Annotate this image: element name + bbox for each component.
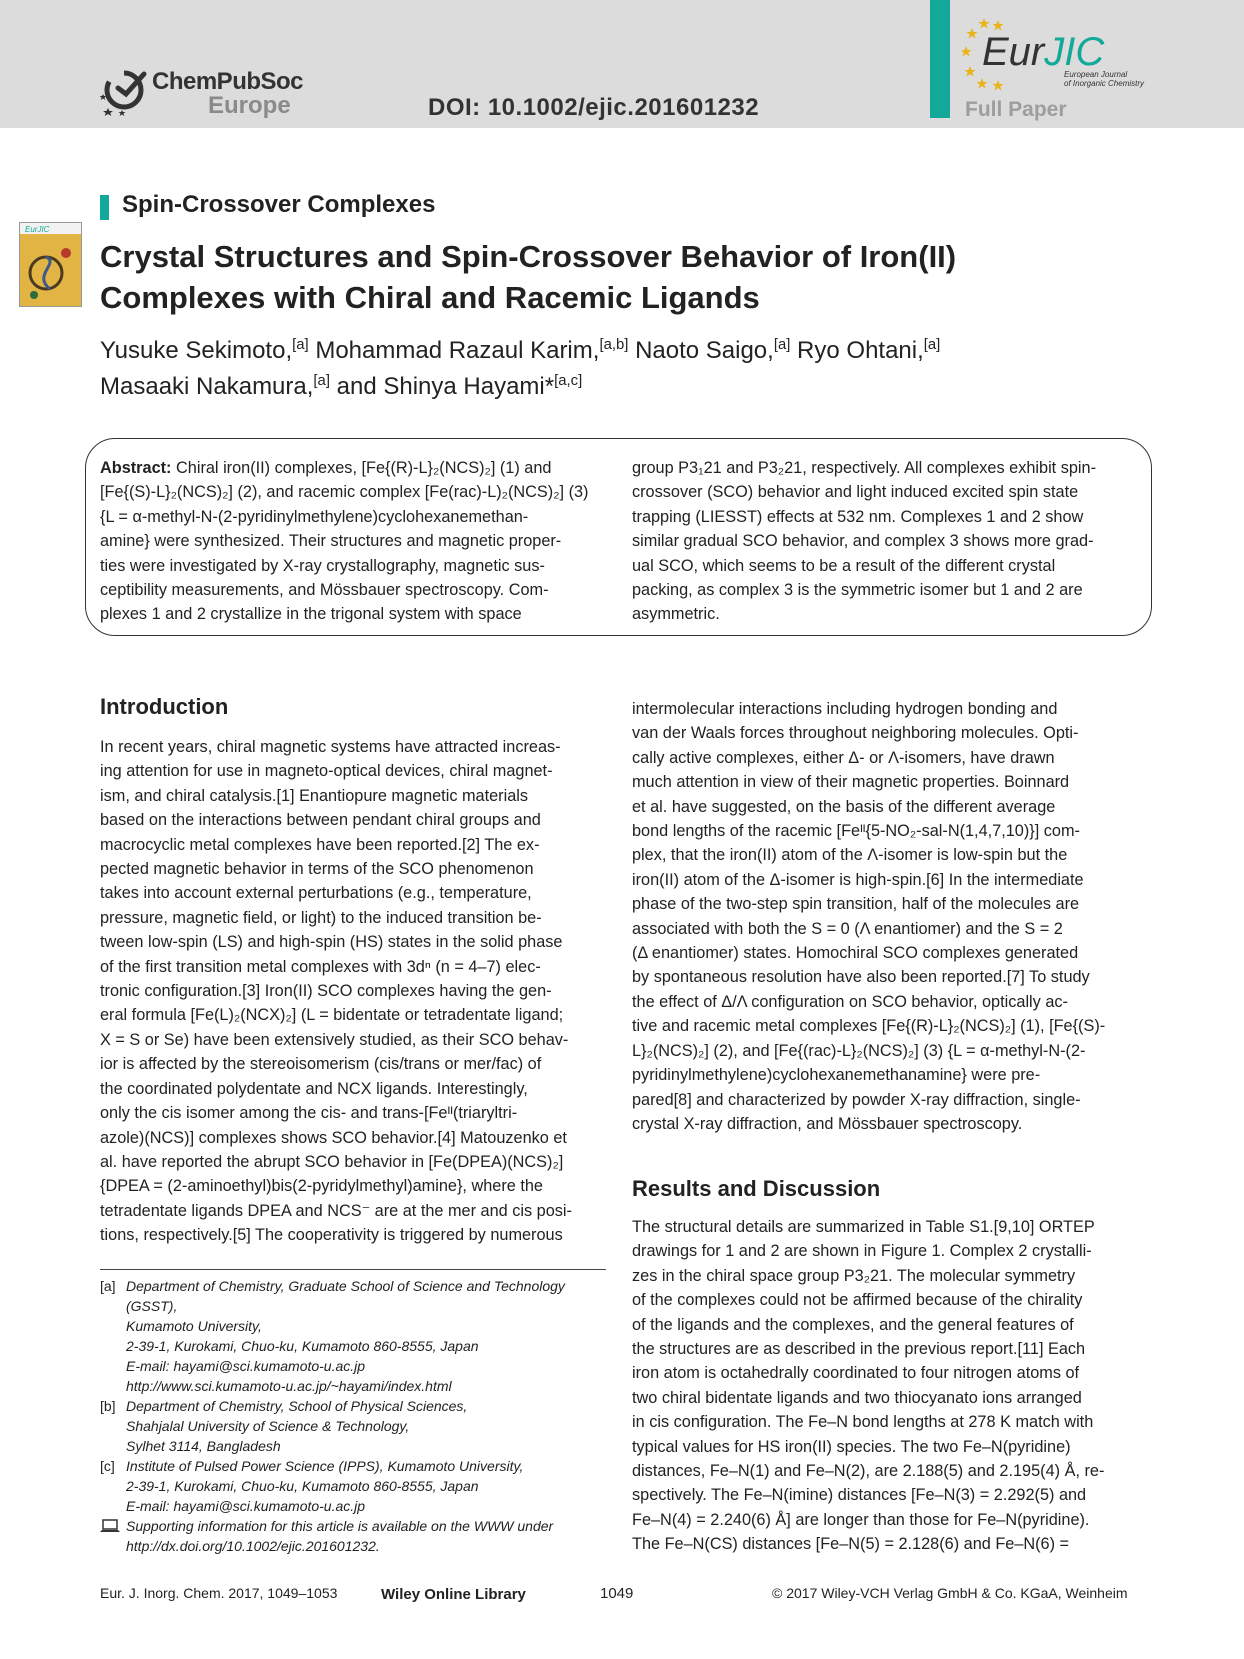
journal-logo-subtitle [1064,70,1144,88]
affiliation-footnotes [100,1276,606,1556]
journal-cover-thumbnail[interactable] [19,222,82,307]
body-line: spectively. The Fe–N(imine) distances [Fe–N(3) = 2.292(5) and [632,1486,1087,1505]
body-line: only the cis isomer among the cis- and trans-[Feᴵᴵ(triaryltri- [100,1104,518,1123]
body-line: the effect of Δ/Λ configuration on SCO behavior, optically ac- [632,992,1068,1011]
body-line: eral formula [Fe(L)₂(NCX)₂] (L = bidentate or tetradentate ligand; [100,1006,564,1025]
body-line: tween low-spin (LS) and high-spin (HS) states in the solid phase [100,933,563,952]
results-heading-block [632,1176,1137,1202]
article-title: Crystal Structures and Spin-Crossover Behavior of Iron(II) Complexes with Chiral and Racemic Ligands [100,239,957,315]
body-line: drawings for 1 and 2 are shown in Figure 1. Complex 2 crystalli- [632,1242,1092,1261]
body-line: distances, Fe–N(1) and Fe–N(2), are 2.188(5) and 2.195(4) Å, re- [632,1462,1105,1481]
footnote-url[interactable]: http://www.sci.kumamoto-u.ac.jp/~hayami/index.html [126,1378,452,1394]
abstract-left-column [100,456,605,627]
footnote-line: 2-39-1, Kurokami, Chuo-ku, Kumamoto 860-8555, Japan [126,1338,479,1354]
abstract-line: asymmetric. [632,605,720,624]
body-line: al. have reported the abrupt SCO behavior in [Fe(DPEA)(NCS)₂] [100,1152,564,1171]
results-heading: Results and Discussion [632,1176,881,1201]
footnote-a [100,1276,606,1396]
abstract-line: ties were investigated by X-ray crystallography, magnetic sus- [100,556,545,575]
body-line: crystal X-ray diffraction, and Mössbauer spectroscopy. [632,1114,1023,1133]
body-line: azole)(NCS)] complexes shows SCO behavior.[4] Matouzenko et [100,1128,567,1147]
body-line: {DPEA = (2-aminoethyl)bis(2-pyridylmethyl)amine}, where the [100,1177,543,1196]
body-line: macrocyclic metal complexes have been reported.[2] The ex- [100,835,540,854]
body-line: the structures are as described in the previous report.[11] Each [632,1340,1086,1359]
body-line: pressure, magnetic field, or light) to the induced transition be- [100,908,542,927]
footer-copyright: © 2017 Wiley-VCH Verlag GmbH & Co. KGaA, Weinheim [772,1585,1128,1601]
body-line: ism, and chiral catalysis.[1] Enantiopure magnetic materials [100,786,529,805]
body-line: plex, that the iron(II) atom of the Λ-isomer is low-spin but the [632,846,1068,865]
abstract-line: group P3₁21 and P3₂21, respectively. All complexes exhibit spin- [632,459,1097,477]
publisher-region: Europe [208,92,291,119]
page-number: 1049 [600,1585,634,1602]
body-line: much attention in view of their magnetic properties. Boinnard [632,773,1070,792]
author [797,337,940,364]
footnote-email[interactable]: E-mail: hayami@sci.kumamoto-u.ac.jp [126,1358,366,1374]
footnote-line: Department of Chemistry, Graduate School of Science and Technology [126,1278,565,1294]
abstract-line: amine} were synthesized. Their structures and magnetic proper- [100,532,562,551]
body-line: tetradentate ligands DPEA and NCS⁻ are at the mer and cis posi- [100,1201,572,1220]
body-line: tronic configuration.[3] Iron(II) SCO complexes having the gen- [100,982,552,1001]
article-type: Full Paper [965,98,1067,121]
abstract-line: similar gradual SCO behavior, and complex 3 shows more grad- [632,532,1094,551]
footnote-url[interactable]: http://dx.doi.org/10.1002/ejic.201601232. [126,1538,380,1554]
author [100,337,309,364]
author-affiliation: [a,c] [554,373,583,389]
abstract-line: ual SCO, which seems to be a result of the different crystal [632,556,1056,575]
body-line: zes in the chiral space group P3₂21. The molecular symmetry [632,1266,1076,1285]
body-line: In recent years, chiral magnetic systems have attracted increas- [100,738,561,756]
intro-right-column [632,697,1137,1136]
footnote-line: Department of Chemistry, School of Physical Sciences, [126,1398,468,1414]
body-line: van der Waals forces throughout neighboring molecules. Opti- [632,724,1079,743]
body-line: ing attention for use in magneto-optical devices, chiral magnet- [100,762,553,781]
abstract-line: packing, as complex 3 is the symmetric isomer but 1 and 2 are [632,581,1083,600]
footer-library[interactable]: Wiley Online Library [381,1586,526,1603]
author-name: Ryo Ohtani, [797,337,924,364]
abstract-right-column [632,456,1137,627]
intro-heading-block [100,694,605,720]
author [100,373,330,400]
footnote-supporting-info [100,1516,606,1556]
body-line: tions, respectively.[5] The cooperativity is triggered by numerous [100,1226,563,1245]
abstract-line: ceptibility measurements, and Mössbauer spectroscopy. Com- [100,581,549,600]
abstract-line: {L = α-methyl-N-(2-pyridinylmethylene)cyclohexanemethan- [100,507,529,526]
body-line: iron atom is octahedrally coordinated to four nitrogen atoms of [632,1364,1080,1383]
body-line: cally active complexes, either Δ- or Λ-isomers, have drawn [632,748,1055,767]
body-line: The Fe–N(CS) distances [Fe–N(5) = 2.128(6) and Fe–N(6) = [632,1535,1070,1554]
publisher-name: ChemPubSoc [152,68,304,95]
body-line: pyridinylmethylene)cyclohexanemethanamine} were pre- [632,1066,1041,1085]
laptop-icon [100,1519,120,1534]
footnote-line: Kumamoto University, [126,1318,262,1334]
body-line: (Δ enantiomer) states. Homochiral SCO complexes generated [632,944,1079,963]
body-line: based on the interactions between pendant chiral groups and [100,811,541,830]
abstract-line: crossover (SCO) behavior and light induced excited spin state [632,483,1079,502]
body-line: X = S or Se) have been extensively studied, as their SCO behav- [100,1030,569,1049]
body-line: L}₂(NCS)₂] (2), and [Fe{(rac)-L}₂(NCS)₂] (3) {L = α-methyl-N-(2- [632,1041,1086,1060]
footnote-line: Supporting information for this article is available on the WWW under [126,1518,554,1534]
footer-citation: Eur. J. Inorg. Chem. 2017, 1049–1053 [100,1585,338,1601]
author-name: Naoto Saigo, [635,337,774,364]
body-line: phase of the two-step spin transition, half of the molecules are [632,895,1080,914]
logo-jic: JIC [1044,30,1105,74]
eurjic-logo [962,12,1162,98]
author [635,337,790,364]
intro-left-column [100,735,605,1248]
footnote-line: (GSST), [126,1298,178,1314]
author-affiliation: [a] [923,337,941,353]
footnote-key: [a] [100,1278,116,1294]
body-line: the coordinated polydentate and NCX ligands. Interestingly, [100,1079,528,1098]
svg-text:EurJIC: EurJIC [25,225,50,234]
logo-sub-2: of Inorganic Chemistry [1064,79,1145,88]
footnote-c [100,1456,606,1516]
body-line: of the first transition metal complexes with 3dⁿ (n = 4–7) elec- [100,957,541,976]
author-name: and Shinya Hayami* [336,373,555,400]
author-list [100,330,1080,402]
logo-sub-1: European Journal [1064,70,1128,79]
abstract-line: [Fe{(S)-L}₂(NCS)₂] (2), and racemic complex [Fe(rac)-L)₂(NCS)₂] (3) [100,483,589,502]
abstract-line [100,456,605,480]
body-line: Fe–N(4) = 2.240(6) Å] are longer than those for Fe–N(pyridine). [632,1510,1090,1529]
footnote-line: Shahjalal University of Science & Technology, [126,1418,410,1434]
cover-art-icon [20,223,81,306]
abstract-label: Abstract: [100,459,172,477]
footnote-line: Sylhet 3114, Bangladesh [126,1438,281,1454]
logo-eur: Eur [982,30,1045,74]
body-line: pected magnetic behavior in terms of the SCO phenomenon [100,860,534,879]
author-name: Masaaki Nakamura, [100,373,314,400]
abstract-line: plexes 1 and 2 crystallize in the trigonal system with space [100,605,522,624]
body-line: two chiral bidentate ligands and two thiocyanato ions arranged [632,1388,1082,1407]
abstract-line-text: Chiral iron(II) complexes, [Fe{(R)-L}₂(NCS)₂] (1) and [176,459,552,477]
author [315,337,628,364]
body-line: by spontaneous resolution have also been reported.[7] To study [632,968,1090,987]
body-line: pared[8] and characterized by powder X-ray diffraction, single- [632,1090,1081,1109]
body-line: The structural details are summarized in Table S1.[9,10] ORTEP [632,1218,1095,1236]
body-line: in cis configuration. The Fe–N bond lengths at 278 K match with [632,1413,1094,1432]
doi[interactable]: DOI: 10.1002/ejic.201601232 [428,94,760,121]
footnote-rule [100,1269,606,1270]
author-name: Yusuke Sekimoto, [100,337,293,364]
chempubsoc-star-icon [100,64,152,116]
author-name: Mohammad Razaul Karim, [315,337,600,364]
body-line: takes into account external perturbations (e.g., temperature, [100,884,532,903]
intro-heading: Introduction [100,694,229,719]
results-column [632,1215,1137,1557]
journal-logo-text [982,30,1104,75]
section-tag: Spin-Crossover Complexes [122,191,436,218]
body-line: et al. have suggested, on the basis of the different average [632,797,1056,816]
body-line: ior is affected by the stereoisomerism (cis/trans or mer/fac) of [100,1055,542,1074]
footnote-line: Institute of Pulsed Power Science (IPPS), Kumamoto University, [126,1458,524,1474]
accent-bar [930,0,950,118]
body-line: of the ligands and the complexes, and the general features of [632,1315,1074,1334]
body-line: of the complexes could not be affirmed because of the chirality [632,1291,1083,1310]
footnote-b [100,1396,606,1456]
author-affiliation: [a,b] [599,337,629,353]
author [337,373,583,400]
footnote-email[interactable]: E-mail: hayami@sci.kumamoto-u.ac.jp [126,1498,366,1514]
abstract-line: trapping (LIESST) effects at 532 nm. Complexes 1 and 2 show [632,507,1084,526]
body-line: iron(II) atom of the Δ-isomer is high-spin.[6] In the intermediate [632,870,1084,889]
author-affiliation: [a] [292,337,309,353]
footnote-key: [b] [100,1398,116,1414]
body-line: associated with both the S = 0 (Λ enantiomer) and the S = 2 [632,919,1063,938]
body-line: typical values for HS iron(II) species. The two Fe–N(pyridine) [632,1437,1071,1456]
body-line: intermolecular interactions including hydrogen bonding and [632,700,1058,718]
author-affiliation: [a] [773,337,791,353]
body-line: bond lengths of the racemic [Feᴵᴵ{5-NO₂-sal-N(1,4,7,10)}] com- [632,822,1080,841]
body-line: tive and racemic metal complexes [Fe{(R)-L}₂(NCS)₂] (1), [Fe{(S)- [632,1017,1106,1036]
chempubsoc-logo [100,62,304,122]
section-tag-marker [100,195,109,220]
footnote-line: 2-39-1, Kurokami, Chuo-ku, Kumamoto 860-8555, Japan [126,1478,479,1494]
footnote-key: [c] [100,1458,115,1474]
author-affiliation: [a] [313,373,330,389]
